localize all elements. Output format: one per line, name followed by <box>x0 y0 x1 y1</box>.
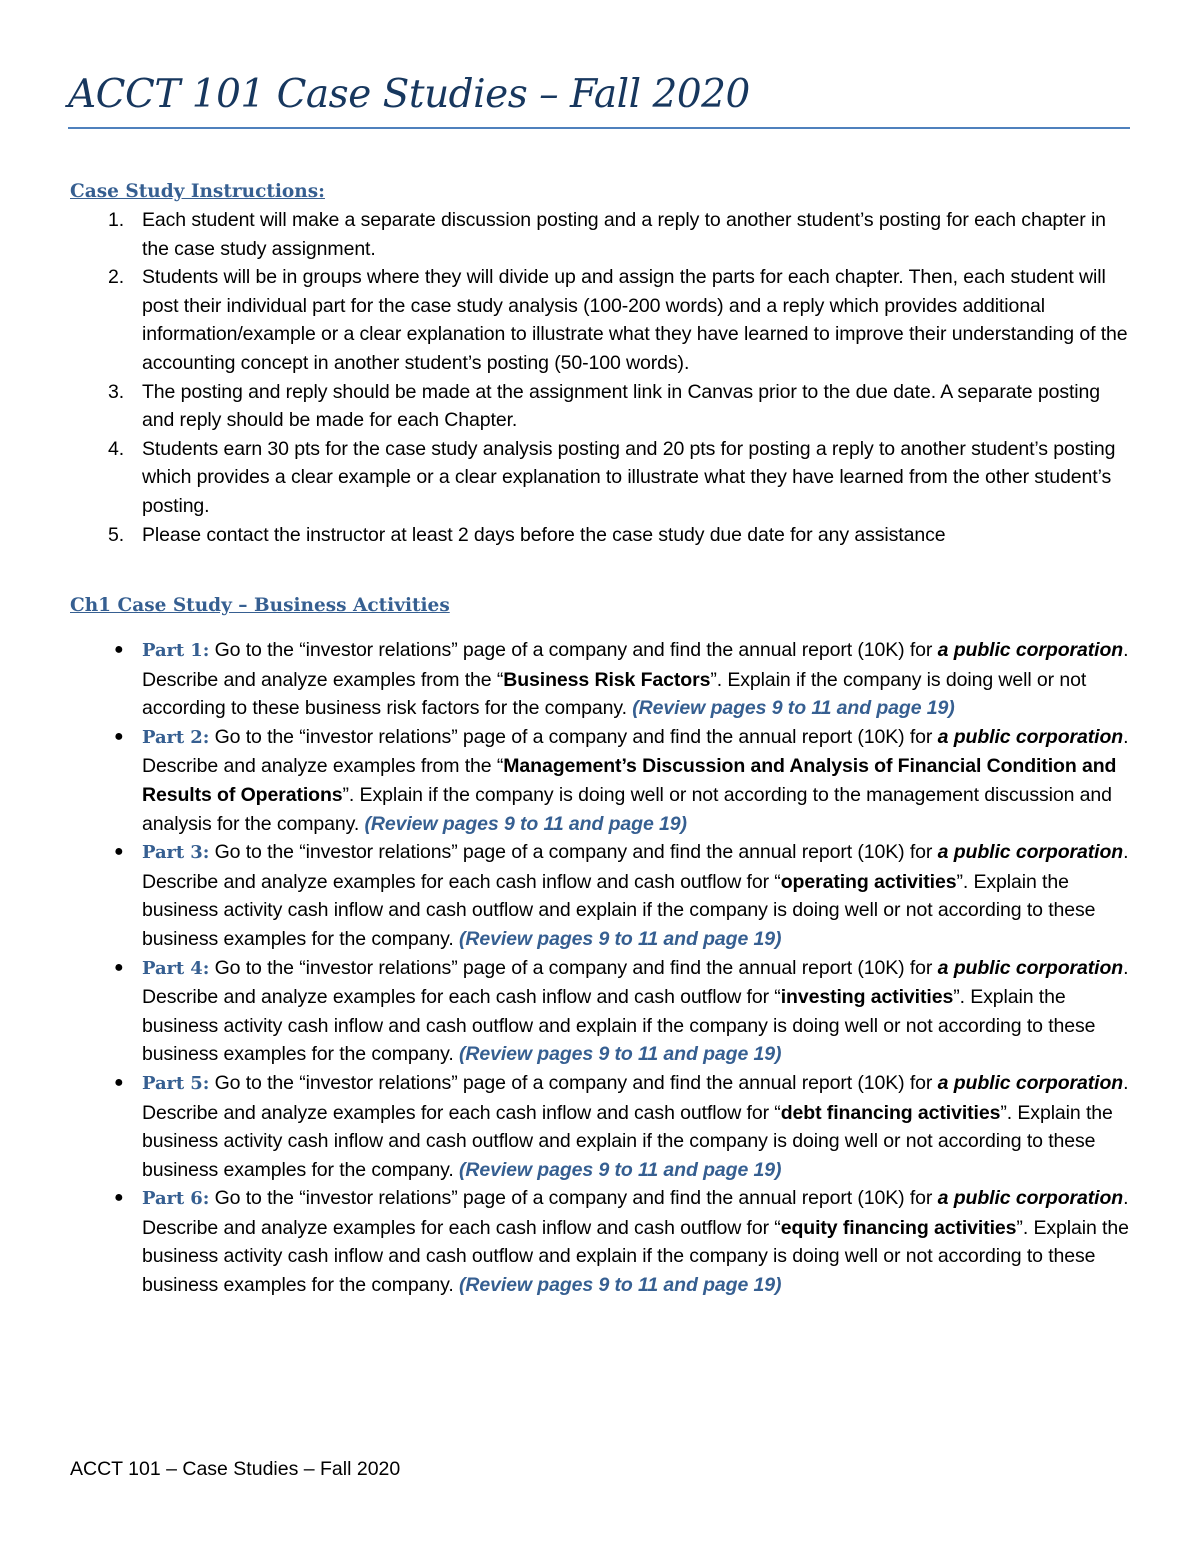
part-mid: . Describe and analyze examples for each cash inflow and cash outflow for “ <box>142 1187 1129 1239</box>
part-label: Part 1: <box>142 640 210 661</box>
list-item <box>70 521 1130 550</box>
part-rest: ”. Explain the business activity cash inflow and cash outflow and explain if the company is doing well or not according to these business examples for the company. <box>142 870 1096 950</box>
item-number: 5. <box>108 523 125 546</box>
part-label: Part 6: <box>142 1188 210 1210</box>
title-rule <box>68 127 1130 129</box>
review-note: (Review pages 9 to 11 and page 19) <box>458 1158 782 1181</box>
public-corporation-text: a public corporation <box>937 956 1124 979</box>
part-label: Part 3: <box>142 842 210 864</box>
item-text: The posting and reply should be made at the assignment link in Canvas prior to the due date. A separate posting and reply should be made for each Chapter. <box>142 380 1101 432</box>
ch1-section <box>70 592 1130 1300</box>
part-rest: ”. Explain the business activity cash inflow and cash outflow and explain if the company is doing well or not according to these business examples for the company. <box>142 986 1096 1066</box>
list-item <box>70 435 1130 521</box>
part-intro: Go to the “investor relations” page of a company and find the annual report (10K) for <box>209 725 938 748</box>
part-rest: ”. Explain if the company is doing well or not according to these business risk factors for the company. <box>142 668 1087 720</box>
part-mid: . Describe and analyze examples for each cash inflow and cash outflow for “ <box>142 956 1129 1009</box>
part-rest: ”. Explain the business activity cash inflow and cash outflow and explain if the company is doing well or not according to these business examples for the company. <box>142 1216 1129 1297</box>
public-corporation-text: a public corporation <box>937 639 1124 661</box>
review-note: (Review pages 9 to 11 and page 19) <box>458 1274 782 1297</box>
public-corporation-text: a public corporation <box>937 841 1124 864</box>
review-note: (Review pages 9 to 11 and page 19) <box>458 1043 782 1066</box>
item-text: Please contact the instructor at least 2 days before the case study due date for any assistance <box>142 523 946 546</box>
item-number: 4. <box>108 437 125 460</box>
instructions-section <box>70 178 1130 549</box>
item-number: 1. <box>108 209 125 231</box>
part-mid: . Describe and analyze examples from the “ <box>142 725 1129 778</box>
instructions-heading: Case Study Instructions: <box>70 181 325 202</box>
item-text: Students earn 30 pts for the case study analysis posting and 20 pts for posting a reply to another student’s posting which provides a clear example or a clear explanation to illustrate what they have learned from the other student’s posting. <box>142 437 1116 517</box>
list-item <box>70 378 1130 435</box>
part-mid: . Describe and analyze examples for each cash inflow and cash outflow for “ <box>142 1071 1129 1124</box>
item-number: 3. <box>108 380 125 403</box>
part-topic: Business Risk Factors <box>503 668 711 691</box>
instructions-list <box>70 206 1130 549</box>
parts-list <box>70 636 1130 1300</box>
part-intro: Go to the “investor relations” page of a company and find the annual report (10K) for <box>209 639 938 661</box>
part-rest: ”. Explain the business activity cash inflow and cash outflow and explain if the company is doing well or not according to these business examples for the company. <box>142 1101 1113 1181</box>
part-item <box>70 636 1130 723</box>
review-note: (Review pages 9 to 11 and page 19) <box>632 697 955 720</box>
page-footer: ACCT 101 – Case Studies – Fall 2020 <box>70 1458 401 1480</box>
item-text: Students will be in groups where they will divide up and assign the parts for each chapter. Then, each student will post their individual part for the case study analysis (100-200 words) and a reply which provides additional information/example or a clear explanation to illustrate what they have learned to improve their understanding of the accounting concept in another student’s posting (50-100 words). <box>142 266 1128 374</box>
review-note: (Review pages 9 to 11 and page 19) <box>364 812 687 835</box>
bullet-icon: ● <box>114 1189 124 1207</box>
part-topic: Management’s Discussion and Analysis of Financial Condition and Results of Operations <box>142 755 1117 806</box>
public-corporation-text: a public corporation <box>937 725 1124 748</box>
public-corporation-text: a public corporation <box>937 1187 1124 1210</box>
page-title: ACCT 101 Case Studies – Fall 2020 <box>68 72 750 117</box>
part-topic: debt financing activities <box>780 1101 1001 1124</box>
part-item <box>70 954 1130 1069</box>
bullet-icon: ● <box>114 641 124 658</box>
part-intro: Go to the “investor relations” page of a company and find the annual report (10K) for <box>209 1071 938 1094</box>
bullet-icon: ● <box>114 843 124 861</box>
item-number: 2. <box>108 266 125 289</box>
bullet-icon: ● <box>114 1073 124 1091</box>
part-rest: ”. Explain if the company is doing well or not according to the management discussion and analysis for the company. <box>142 783 1112 835</box>
part-topic: equity financing activities <box>780 1216 1017 1239</box>
part-intro: Go to the “investor relations” page of a company and find the annual report (10K) for <box>209 1187 938 1210</box>
part-mid: . Describe and analyze examples for each cash inflow and cash outflow for “ <box>142 841 1129 893</box>
part-topic: operating activities <box>780 870 957 893</box>
review-note: (Review pages 9 to 11 and page 19) <box>458 927 782 950</box>
part-item <box>70 838 1130 953</box>
public-corporation-text: a public corporation <box>937 1071 1124 1094</box>
part-item <box>70 1069 1130 1184</box>
item-text: Each student will make a separate discussion posting and a reply to another student’s posting for each chapter in the case study assignment. <box>142 209 1106 260</box>
bullet-icon: ● <box>114 727 124 745</box>
part-mid: . Describe and analyze examples from the “ <box>142 639 1129 691</box>
part-item <box>70 1184 1130 1299</box>
bullet-icon: ● <box>114 958 124 976</box>
ch1-heading: Ch1 Case Study – Business Activities <box>70 595 450 616</box>
part-label: Part 5: <box>142 1072 210 1094</box>
list-item <box>70 206 1130 263</box>
part-intro: Go to the “investor relations” page of a company and find the annual report (10K) for <box>209 841 938 864</box>
part-item <box>70 723 1130 838</box>
part-label: Part 4: <box>142 957 210 979</box>
part-label: Part 2: <box>142 726 210 748</box>
list-item <box>70 263 1130 377</box>
part-intro: Go to the “investor relations” page of a company and find the annual report (10K) for <box>209 956 938 979</box>
part-topic: investing activities <box>780 986 954 1009</box>
